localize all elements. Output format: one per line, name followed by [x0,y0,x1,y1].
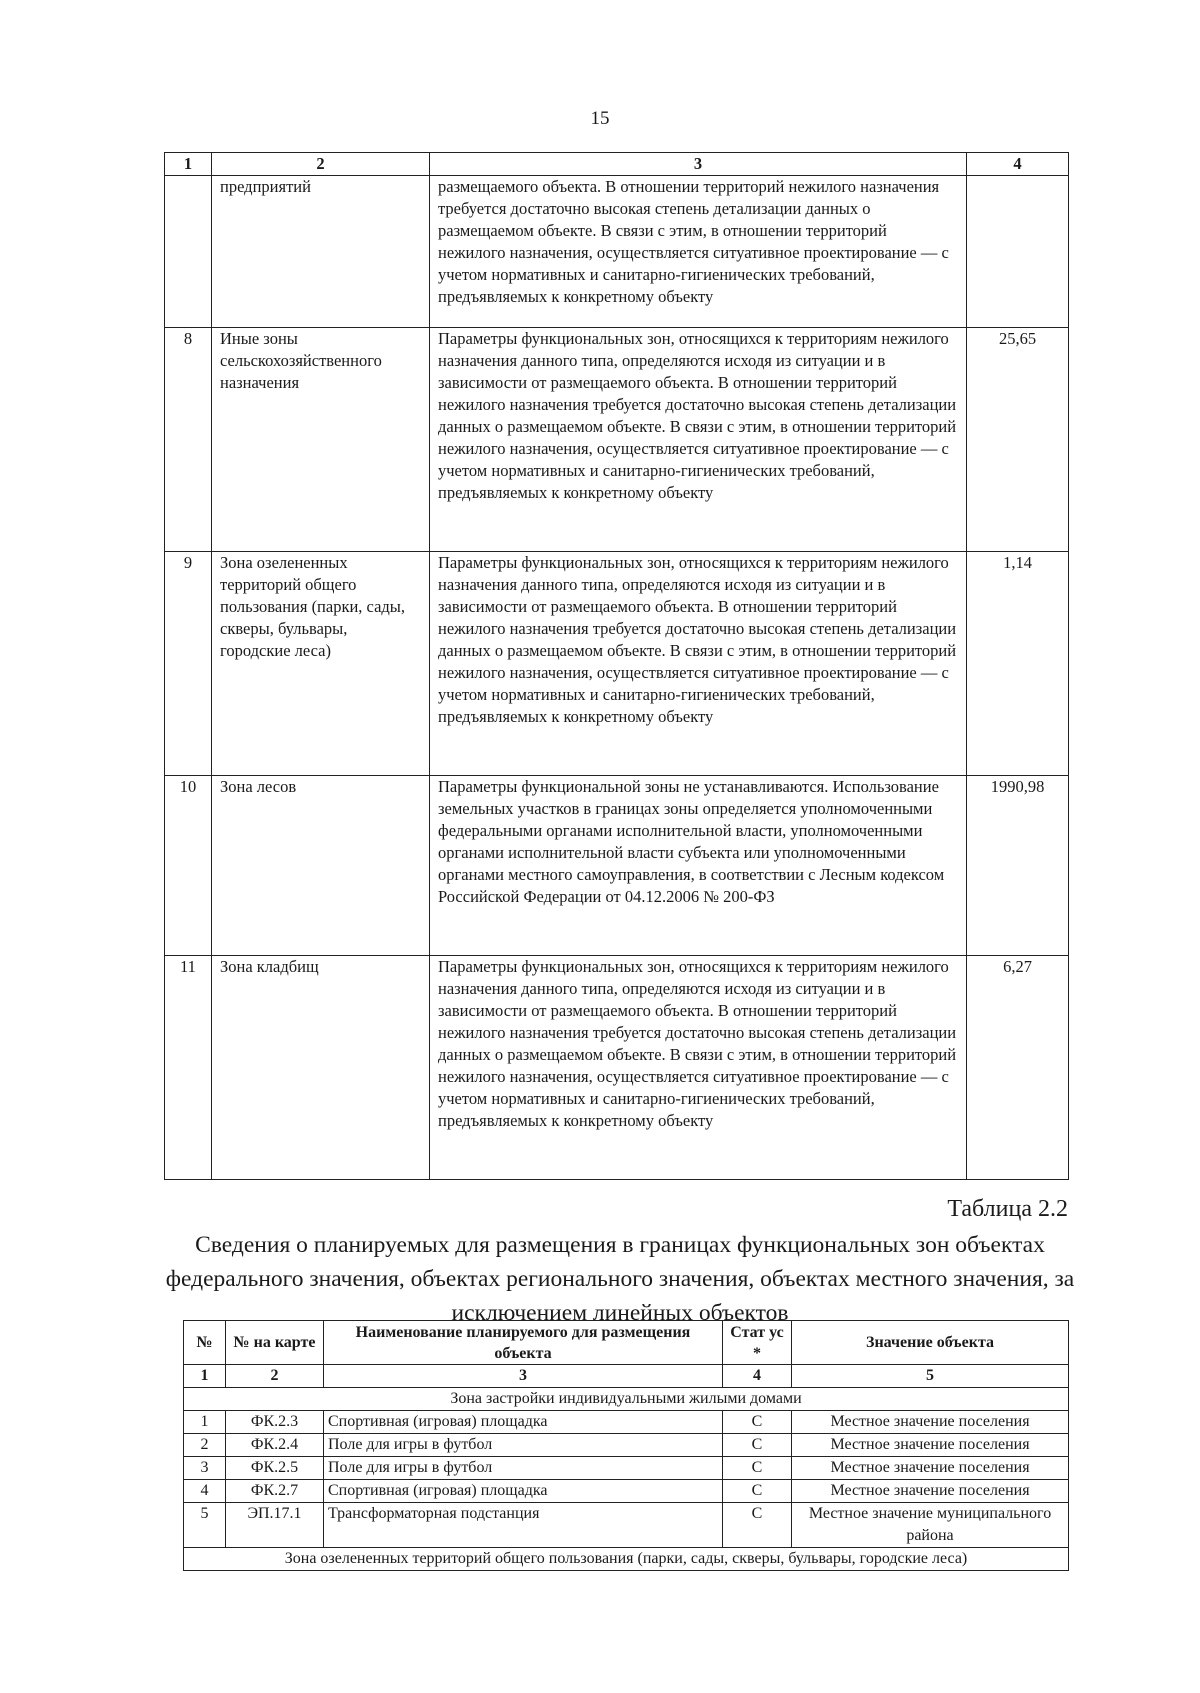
index-cell: 1 [184,1365,226,1388]
header-cell: № [184,1321,226,1365]
zone-heading: Зона застройки индивидуальными жилыми домами [184,1388,1069,1411]
index-cell: 2 [226,1365,324,1388]
zone-parameters: Параметры функциональной зоны не устанавливаются. Использование земельных участков в границах зоны определяется уполномоченными федеральными органами исполнительной власти, уполномоченными органами исполнительной власти субъекта или уполномоченными органами местного самоуправления, в соответствии с Лесным кодексом Российской Федерации от 04.12.2006 № 200-ФЗ [430,776,967,956]
table-row [184,1457,1069,1480]
object-status: С [723,1503,792,1548]
table-header-row [184,1321,1069,1365]
header-cell: 1 [165,153,212,176]
row-number: 4 [184,1480,226,1503]
table-row [165,176,1069,328]
zone-heading: Зона озелененных территорий общего пользования (парки, сады, скверы, бульвары, городские леса) [184,1548,1069,1571]
header-cell: 4 [967,153,1069,176]
zone-row [184,1548,1069,1571]
object-name: Поле для игры в футбол [324,1457,723,1480]
zone-name: Зона лесов [212,776,430,956]
row-number: 9 [165,552,212,776]
header-cell: Стат ус * [723,1321,792,1365]
row-number: 3 [184,1457,226,1480]
zone-area: 25,65 [967,328,1069,552]
row-number: 1 [184,1411,226,1434]
zone-parameters: Параметры функциональных зон, относящихся к территориям нежилого назначения данного типа, определяются исходя из ситуации и в зависимости от размещаемого объекта. В отношении территорий нежилого назначения требуется достаточно высокая степень детализации данных о размещаемом объекте. В связи с этим, в отношении территорий нежилого назначения, осуществляется ситуативное проектирование — с учетом нормативных и санитарно-гигиенических требований, предъявляемых к конкретному объекту [430,956,967,1180]
row-number: 11 [165,956,212,1180]
zone-name: Зона озелененных территорий общего пользования (парки, сады, скверы, бульвары, городские леса) [212,552,430,776]
map-code: ФК.2.4 [226,1434,324,1457]
column-index-row [184,1365,1069,1388]
zone-row [184,1388,1069,1411]
object-name: Трансформаторная подстанция [324,1503,723,1548]
map-code: ФК.2.7 [226,1480,324,1503]
zone-area: 6,27 [967,956,1069,1180]
table-caption: Таблица 2.2 [947,1196,1068,1222]
object-status: С [723,1411,792,1434]
row-number: 2 [184,1434,226,1457]
table-row [184,1480,1069,1503]
table-header-row [165,153,1069,176]
zone-area: 1,14 [967,552,1069,776]
map-code: ФК.2.5 [226,1457,324,1480]
object-significance: Местное значение поселения [792,1411,1069,1434]
object-name: Спортивная (игровая) площадка [324,1480,723,1503]
object-significance: Местное значение муниципального района [792,1503,1069,1548]
table-row [165,552,1069,776]
zone-name: Зона кладбищ [212,956,430,1180]
object-status: С [723,1434,792,1457]
zone-parameters: Параметры функциональных зон, относящихся к территориям нежилого назначения данного типа, определяются исходя из ситуации и в зависимости от размещаемого объекта. В отношении территорий нежилого назначения требуется достаточно высокая степень детализации данных о размещаемом объекте. В связи с этим, в отношении территорий нежилого назначения, осуществляется ситуативное проектирование — с учетом нормативных и санитарно-гигиенических требований, предъявляемых к конкретному объекту [430,552,967,776]
header-cell: № на карте [226,1321,324,1365]
header-cell: 2 [212,153,430,176]
zone-parameters: размещаемого объекта. В отношении территорий нежилого назначения требуется достаточно высокая степень детализации данных о размещаемом объекте. В связи с этим, в отношении территорий нежилого назначения, осуществляется ситуативное проектирование — с учетом нормативных и санитарно-гигиенических требований, предъявляемых к конкретному объекту [430,176,967,328]
zone-area: 1990,98 [967,776,1069,956]
header-cell: Наименование планируемого для размещения объекта [324,1321,723,1365]
functional-zones-table [164,152,1069,1180]
object-significance: Местное значение поселения [792,1457,1069,1480]
table-row [184,1411,1069,1434]
object-significance: Местное значение поселения [792,1480,1069,1503]
planned-objects-table [183,1320,1069,1571]
table-row [165,776,1069,956]
row-number: 8 [165,328,212,552]
table-row [184,1503,1069,1548]
zone-name: Иные зоны сельскохозяйственного назначения [212,328,430,552]
index-cell: 4 [723,1365,792,1388]
object-significance: Местное значение поселения [792,1434,1069,1457]
map-code: ЭП.17.1 [226,1503,324,1548]
table-row [165,328,1069,552]
header-cell: Значение объекта [792,1321,1069,1365]
table-row [165,956,1069,1180]
page-number: 15 [590,108,610,129]
map-code: ФК.2.3 [226,1411,324,1434]
object-status: С [723,1457,792,1480]
index-cell: 5 [792,1365,1069,1388]
row-number: 10 [165,776,212,956]
zone-parameters: Параметры функциональных зон, относящихся к территориям нежилого назначения данного типа, определяются исходя из ситуации и в зависимости от размещаемого объекта. В отношении территорий нежилого назначения требуется достаточно высокая степень детализации данных о размещаемом объекте. В связи с этим, в отношении территорий нежилого назначения, осуществляется ситуативное проектирование — с учетом нормативных и санитарно-гигиенических требований, предъявляемых к конкретному объекту [430,328,967,552]
index-cell: 3 [324,1365,723,1388]
object-name: Спортивная (игровая) площадка [324,1411,723,1434]
table-title: Сведения о планируемых для размещения в границах функциональных зон объектах федерального значения, объектах регионального значения, объектах местного значения, за исключением линейных объектов [165,1232,1075,1326]
zone-area [967,176,1069,328]
row-number: 5 [184,1503,226,1548]
table-row [184,1434,1069,1457]
object-name: Поле для игры в футбол [324,1434,723,1457]
row-number [165,176,212,328]
zone-name: предприятий [212,176,430,328]
object-status: С [723,1480,792,1503]
header-cell: 3 [430,153,967,176]
